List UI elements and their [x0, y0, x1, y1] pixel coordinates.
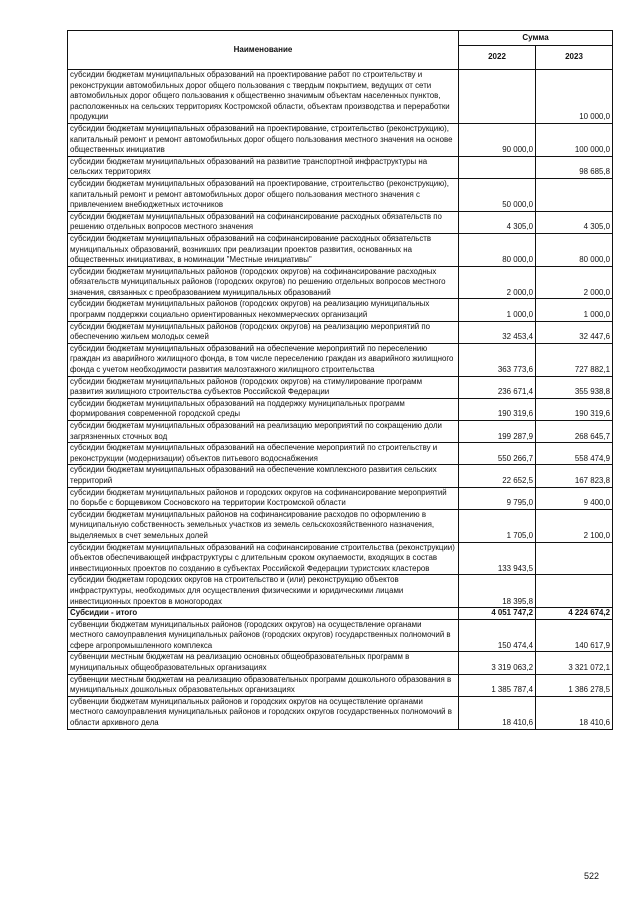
- table-row: [68, 266, 613, 299]
- value-2023: [536, 575, 613, 608]
- table-row: [68, 542, 613, 575]
- table-row: [68, 376, 613, 398]
- row-name: субсидии бюджетам муниципальных образований на проектирование работ по строительству и реконструкции автомобильных дорог общего пользования с твердым покрытием, ведущих от сети автомобильных дорог общего пользования к общественно значимым объектам населенных пунктов, расположенных на сельских территориях Костромской области, объектам производства и переработки продукции: [68, 70, 459, 124]
- value-2023: 3 321 072,1: [536, 652, 613, 674]
- table-row: [68, 156, 613, 178]
- row-name: субсидии бюджетам муниципальных районов и городских округов на софинансирование мероприятий по борьбе с борщевиком Сосновского на территории Костромской области: [68, 487, 459, 509]
- row-name: субсидии бюджетам муниципальных образований на обеспечение мероприятий по переселению граждан из аварийного жилищного фонда, в том числе переселению граждан из аварийного жилищного фонда с учетом необходимости развития малоэтажного жилищного строительства: [68, 343, 459, 376]
- value-2022: 18 395,8: [459, 575, 536, 608]
- table-row: [68, 443, 613, 465]
- table-row: [68, 233, 613, 266]
- row-name: субсидии бюджетам муниципальных образований на развитие транспортной инфраструктуры на сельских территориях: [68, 156, 459, 178]
- header-name: Наименование: [68, 31, 459, 70]
- value-2023: 190 319,6: [536, 398, 613, 420]
- table-row: [68, 696, 613, 729]
- header-sum: Сумма: [459, 31, 613, 46]
- value-2023: 18 410,6: [536, 696, 613, 729]
- table-row: [68, 421, 613, 443]
- row-name: субсидии бюджетам муниципальных образований на софинансирование расходных обязательств по решению отдельных вопросов местного значения: [68, 211, 459, 233]
- value-2022: 1 000,0: [459, 299, 536, 321]
- budget-table: [67, 30, 613, 730]
- value-2023: 10 000,0: [536, 70, 613, 124]
- value-2023: 355 938,8: [536, 376, 613, 398]
- table-body: [68, 70, 613, 730]
- value-2023: [536, 542, 613, 575]
- value-2023: 558 474,9: [536, 443, 613, 465]
- row-name: субсидии бюджетам муниципальных образований на обеспечение мероприятий по строительству и реконструкции (модернизации) объектов питьевого водоснабжения: [68, 443, 459, 465]
- header-year-2022: 2022: [459, 46, 536, 70]
- value-2023: 80 000,0: [536, 233, 613, 266]
- table-row: [68, 178, 613, 211]
- value-2022: 363 773,6: [459, 343, 536, 376]
- row-name: субвенции местным бюджетам на реализацию основных общеобразовательных программ в муниципальных общеобразовательных организациях: [68, 652, 459, 674]
- row-name: субсидии бюджетам муниципальных районов (городских округов) на софинансирование расходных обязательств муниципальных районов (городских округов) по решению отдельных вопросов местного значения, связанных с преобразованием муниципальных образований: [68, 266, 459, 299]
- value-2022: 1 705,0: [459, 509, 536, 542]
- table-row: [68, 299, 613, 321]
- value-2023: 2 100,0: [536, 509, 613, 542]
- value-2022: 90 000,0: [459, 123, 536, 156]
- row-name: субсидии бюджетам муниципальных образований на софинансирование строительства (реконструкции) объектов обеспечивающей инфраструктуры с длительным сроком окупаемости, входящих в состав инвестиционных проектов по созданию в субъектах Российской Федерации туристских кластеров: [68, 542, 459, 575]
- value-2022: 199 287,9: [459, 421, 536, 443]
- value-2022: 150 474,4: [459, 619, 536, 652]
- table-row: [68, 619, 613, 652]
- row-name: субвенции бюджетам муниципальных районов и городских округов на осуществление органами местного самоуправления муниципальных районов и городских округов государственных полномочий в области архивного дела: [68, 696, 459, 729]
- value-2023: 4 305,0: [536, 211, 613, 233]
- value-2022: 18 410,6: [459, 696, 536, 729]
- table-row: [68, 652, 613, 674]
- value-2023: 2 000,0: [536, 266, 613, 299]
- table-row: [68, 321, 613, 343]
- table-header-row: [68, 31, 613, 46]
- value-2022: 1 385 787,4: [459, 674, 536, 696]
- value-2023: 9 400,0: [536, 487, 613, 509]
- table-row: [68, 575, 613, 608]
- value-2023: 167 823,8: [536, 465, 613, 487]
- value-2022: 32 453,4: [459, 321, 536, 343]
- table-row: [68, 487, 613, 509]
- table-row: [68, 211, 613, 233]
- row-name: субсидии бюджетам муниципальных образований на проектирование, строительство (реконструкцию), капитальный ремонт и ремонт автомобильных дорог общего пользования местного значения с привлечением внебюджетных источников: [68, 178, 459, 211]
- table-row: [68, 509, 613, 542]
- value-2022: 3 319 063,2: [459, 652, 536, 674]
- row-name: субсидии бюджетам муниципальных районов на софинансирование расходов по оформлению в муниципальную собственность земельных участков из земель сельскохозяйственного назначения, выделяемых в счет земельных долей: [68, 509, 459, 542]
- row-name: субсидии бюджетам муниципальных образований на софинансирование расходных обязательств муниципальных образований, возникших при реализации проектов развития, основанных на общественных инициативах, в номинации "Местные инициативы": [68, 233, 459, 266]
- value-2023: 4 224 674,2: [536, 608, 613, 620]
- table-row: [68, 465, 613, 487]
- value-2022: 133 943,5: [459, 542, 536, 575]
- value-2023: 140 617,9: [536, 619, 613, 652]
- value-2023: 727 882,1: [536, 343, 613, 376]
- table-row: [68, 398, 613, 420]
- value-2023: 1 386 278,5: [536, 674, 613, 696]
- row-name: субвенции местным бюджетам на реализацию образовательных программ дошкольного образования в муниципальных дошкольных образовательных организациях: [68, 674, 459, 696]
- row-name: субсидии бюджетам муниципальных образований на реализацию мероприятий по сокращению доли загрязненных сточных вод: [68, 421, 459, 443]
- value-2023: 32 447,6: [536, 321, 613, 343]
- value-2023: 98 685,8: [536, 156, 613, 178]
- value-2022: [459, 156, 536, 178]
- value-2022: 550 266,7: [459, 443, 536, 465]
- row-name: субсидии бюджетам муниципальных районов (городских округов) на стимулирование программ развития жилищного строительства субъектов Российской Федерации: [68, 376, 459, 398]
- header-year-2023: 2023: [536, 46, 613, 70]
- row-name: субсидии бюджетам муниципальных районов (городских округов) на реализацию муниципальных программ поддержки социально ориентированных некоммерческих организаций: [68, 299, 459, 321]
- total-row: [68, 608, 613, 620]
- row-name: субвенции бюджетам муниципальных районов (городских округов) на осуществление органами местного самоуправления муниципальных районов (городских округов) государственных полномочий в сфере агропромышленного комплекса: [68, 619, 459, 652]
- value-2022: 2 000,0: [459, 266, 536, 299]
- row-name: субсидии бюджетам муниципальных образований на обеспечение комплексного развития сельских территорий: [68, 465, 459, 487]
- value-2022: 4 051 747,2: [459, 608, 536, 620]
- row-name: субсидии бюджетам муниципальных образований на поддержку муниципальных программ формирования современной городской среды: [68, 398, 459, 420]
- value-2023: [536, 178, 613, 211]
- value-2023: 268 645,7: [536, 421, 613, 443]
- table-row: [68, 343, 613, 376]
- table-row: [68, 674, 613, 696]
- value-2022: [459, 70, 536, 124]
- row-name: субсидии бюджетам муниципальных районов (городских округов) на реализацию мероприятий по обеспечению жильем молодых семей: [68, 321, 459, 343]
- value-2022: 22 652,5: [459, 465, 536, 487]
- value-2022: 80 000,0: [459, 233, 536, 266]
- row-name: субсидии бюджетам муниципальных образований на проектирование, строительство (реконструкцию), капитальный ремонт и ремонт автомобильных дорог общего пользования местного значения на основе общественных инициатив: [68, 123, 459, 156]
- value-2022: 9 795,0: [459, 487, 536, 509]
- value-2022: 4 305,0: [459, 211, 536, 233]
- page-number: 522: [584, 871, 600, 881]
- value-2022: 190 319,6: [459, 398, 536, 420]
- row-name: субсидии бюджетам городских округов на строительство и (или) реконструкцию объектов инфраструктуры, необходимых для осуществления физическими и юридическими лицами инвестиционных проектов в моногородах: [68, 575, 459, 608]
- value-2022: 50 000,0: [459, 178, 536, 211]
- value-2022: 236 671,4: [459, 376, 536, 398]
- value-2023: 1 000,0: [536, 299, 613, 321]
- table-row: [68, 70, 613, 124]
- row-name: Субсидии - итого: [68, 608, 459, 620]
- value-2023: 100 000,0: [536, 123, 613, 156]
- table-row: [68, 123, 613, 156]
